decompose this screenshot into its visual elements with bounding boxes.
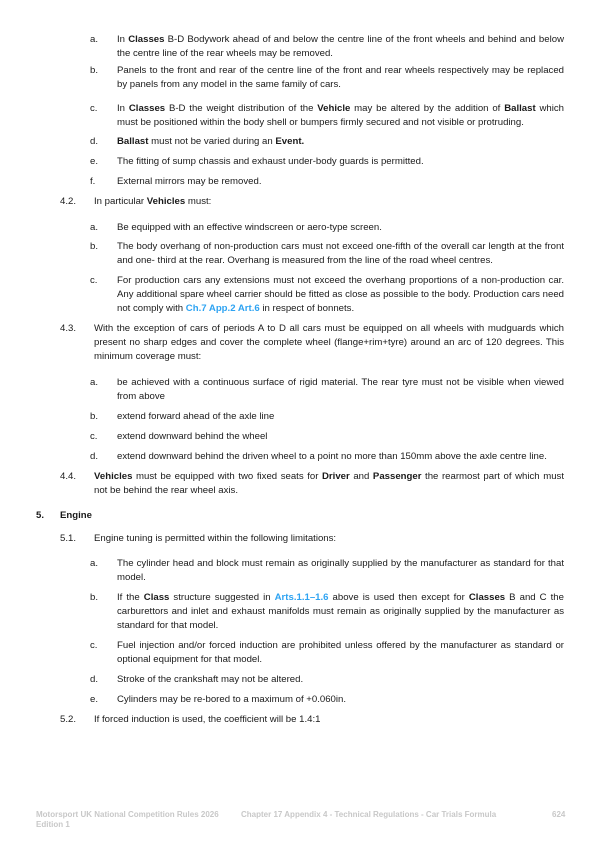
clause-text	[117, 64, 564, 92]
footer-page-number: 624	[552, 810, 566, 819]
text-run: must be equipped with two fixed seats for	[132, 471, 322, 482]
text-run: B-D the weight distribution of the	[165, 103, 318, 114]
text-run: If the	[117, 592, 144, 603]
clause-text	[117, 591, 564, 633]
text-run: In particular	[94, 196, 147, 207]
clause-text	[117, 240, 564, 268]
text-run: extend forward ahead of the axle line	[117, 411, 275, 422]
clause-number: b.	[90, 241, 99, 252]
text-run: Panels to the front and rear of the centre line of the front and rear wheels respectively may be replaced by panels from any model in the same family of cars.	[117, 65, 564, 90]
clause-text	[94, 713, 564, 727]
text-run: The cylinder head and block must remain as originally supplied by the manufacturer as standard for that model.	[117, 558, 564, 583]
clause-number: f.	[90, 176, 96, 187]
clause-number: d.	[90, 451, 99, 462]
clause-number: 4.4.	[60, 471, 77, 482]
clause-text	[117, 221, 564, 235]
text-run: which must be positioned within the body shell or bumpers firmly secured and not visible or protruding.	[117, 103, 565, 128]
defined-term: Classes	[128, 103, 166, 114]
text-run: the rearmost part of which must not be behind the rear wheel axis.	[94, 471, 565, 496]
text-run: In	[117, 103, 129, 114]
clause-text	[117, 450, 564, 464]
clause-text	[117, 410, 564, 424]
clause-number: e.	[90, 694, 99, 705]
clause-number: b.	[90, 592, 99, 603]
clause-text	[117, 376, 564, 404]
clause-number: a.	[90, 558, 99, 569]
clause-text	[117, 430, 564, 444]
defined-term: Class	[143, 592, 170, 603]
clause-number: 5.1.	[60, 533, 77, 544]
clause-number: a.	[90, 222, 99, 233]
clause-number: d.	[90, 674, 99, 685]
footer-chapter: Chapter 17 Appendix 4 - Technical Regulations - Car Trials Formula	[241, 810, 497, 819]
clause-number: a.	[90, 377, 99, 388]
clause-number: 5.	[36, 510, 45, 521]
clause-text	[117, 673, 564, 687]
clause-text	[94, 470, 564, 498]
text-run: Be equipped with an effective windscreen or aero-type screen.	[117, 222, 382, 233]
text-run: may be altered by the addition of	[350, 103, 505, 114]
text-run: Engine tuning is permitted within the following limitations:	[94, 533, 337, 544]
text-run: and	[349, 471, 373, 482]
clause-number: c.	[90, 640, 98, 651]
cross-reference-link[interactable]: Arts.1.1–1.6	[274, 592, 329, 603]
defined-term: Driver	[322, 471, 350, 482]
text-run: Engine	[60, 510, 92, 521]
clause-text	[94, 322, 564, 364]
clause-text	[117, 274, 564, 316]
text-run: extend downward behind the driven wheel to a point no more than 150mm above the axle centre line.	[117, 451, 547, 462]
defined-term: Vehicle	[317, 103, 351, 114]
clause-text	[117, 557, 564, 585]
clause-text	[117, 33, 564, 61]
cross-reference-link[interactable]: Ch.7 App.2 Art.6	[185, 303, 260, 314]
text-run: Cylinders may be re-bored to a maximum of +0.060in.	[117, 694, 347, 705]
text-run: Fuel injection and/or forced induction are prohibited unless offered by the manufacturer as standard or optional equipment for that model.	[117, 640, 564, 665]
text-run: With the exception of cars of periods A to D all cars must be equipped on all wheels with mudguards which present no sharp edges and cover the complete wheel (flange+rim+tyre) around an arc of 120 degrees. This minimum coverage must:	[94, 323, 564, 362]
clause-number: b.	[90, 65, 99, 76]
text-run: The body overhang of non-production cars must not exceed one-fifth of the overall car length at the front and one- third at the rear. Overhang is measured from the line of the road wheel centres.	[117, 241, 564, 266]
clause-text	[117, 102, 564, 130]
text-run: be achieved with a continuous surface of rigid material. The rear tyre must not be visible when viewed from above	[117, 377, 564, 402]
clause-number: c.	[90, 275, 98, 286]
text-run: If forced induction is used, the coefficient will be 1.4:1	[94, 714, 321, 725]
text-run: For production cars any extensions must not exceed the overhang proportions of a non-production car. Any additional spare wheel carrier should be fitted as close as possible to the body. Production cars need not comply with	[117, 275, 564, 314]
text-run: Stroke of the crankshaft may not be altered.	[117, 674, 304, 685]
footer-publication: Motorsport UK National Competition Rules 2026 Edition 1	[36, 810, 219, 829]
text-run: extend downward behind the wheel	[117, 431, 268, 442]
text-run: In	[117, 34, 129, 45]
clause-text	[117, 693, 564, 707]
text-run: B-D Bodywork ahead of and below the centre line of the front wheels and behind and below the centre line of the rear wheels may be removed.	[117, 34, 565, 59]
defined-term: Vehicles	[146, 196, 186, 207]
text-run: structure suggested in	[169, 592, 275, 603]
clause-number: d.	[90, 136, 99, 147]
clause-text	[117, 175, 564, 189]
defined-term: Passenger	[372, 471, 422, 482]
text-run: The fitting of sump chassis and exhaust under-body guards is permitted.	[117, 156, 424, 167]
clause-number: c.	[90, 431, 98, 442]
clause-text	[94, 532, 564, 546]
clause-text	[60, 509, 92, 523]
clause-number: 5.2.	[60, 714, 77, 725]
clause-text	[117, 155, 564, 169]
defined-term: Ballast	[504, 103, 536, 114]
defined-term: Classes	[468, 592, 506, 603]
clause-number: a.	[90, 34, 99, 45]
clause-text	[94, 195, 564, 209]
clause-number: 4.3.	[60, 323, 77, 334]
text-run: must not be varied during an	[148, 136, 276, 147]
text-run: must:	[185, 196, 212, 207]
clause-number: c.	[90, 103, 98, 114]
text-run: in respect of bonnets.	[259, 303, 355, 314]
defined-term: Classes	[128, 34, 165, 45]
defined-term: Event.	[275, 136, 305, 147]
clause-number: b.	[90, 411, 99, 422]
clause-text	[117, 135, 564, 149]
text-run: B and C the carburettors and inlet and exhaust manifolds must remain as originally supplied by the manufacturer as standard for that model.	[117, 592, 564, 631]
clause-number: e.	[90, 156, 99, 167]
defined-term: Vehicles	[94, 471, 133, 482]
clause-text	[117, 639, 564, 667]
text-run: above is used then except for	[328, 592, 469, 603]
text-run: External mirrors may be removed.	[117, 176, 262, 187]
clause-number: 4.2.	[60, 196, 77, 207]
defined-term: Ballast	[117, 136, 149, 147]
